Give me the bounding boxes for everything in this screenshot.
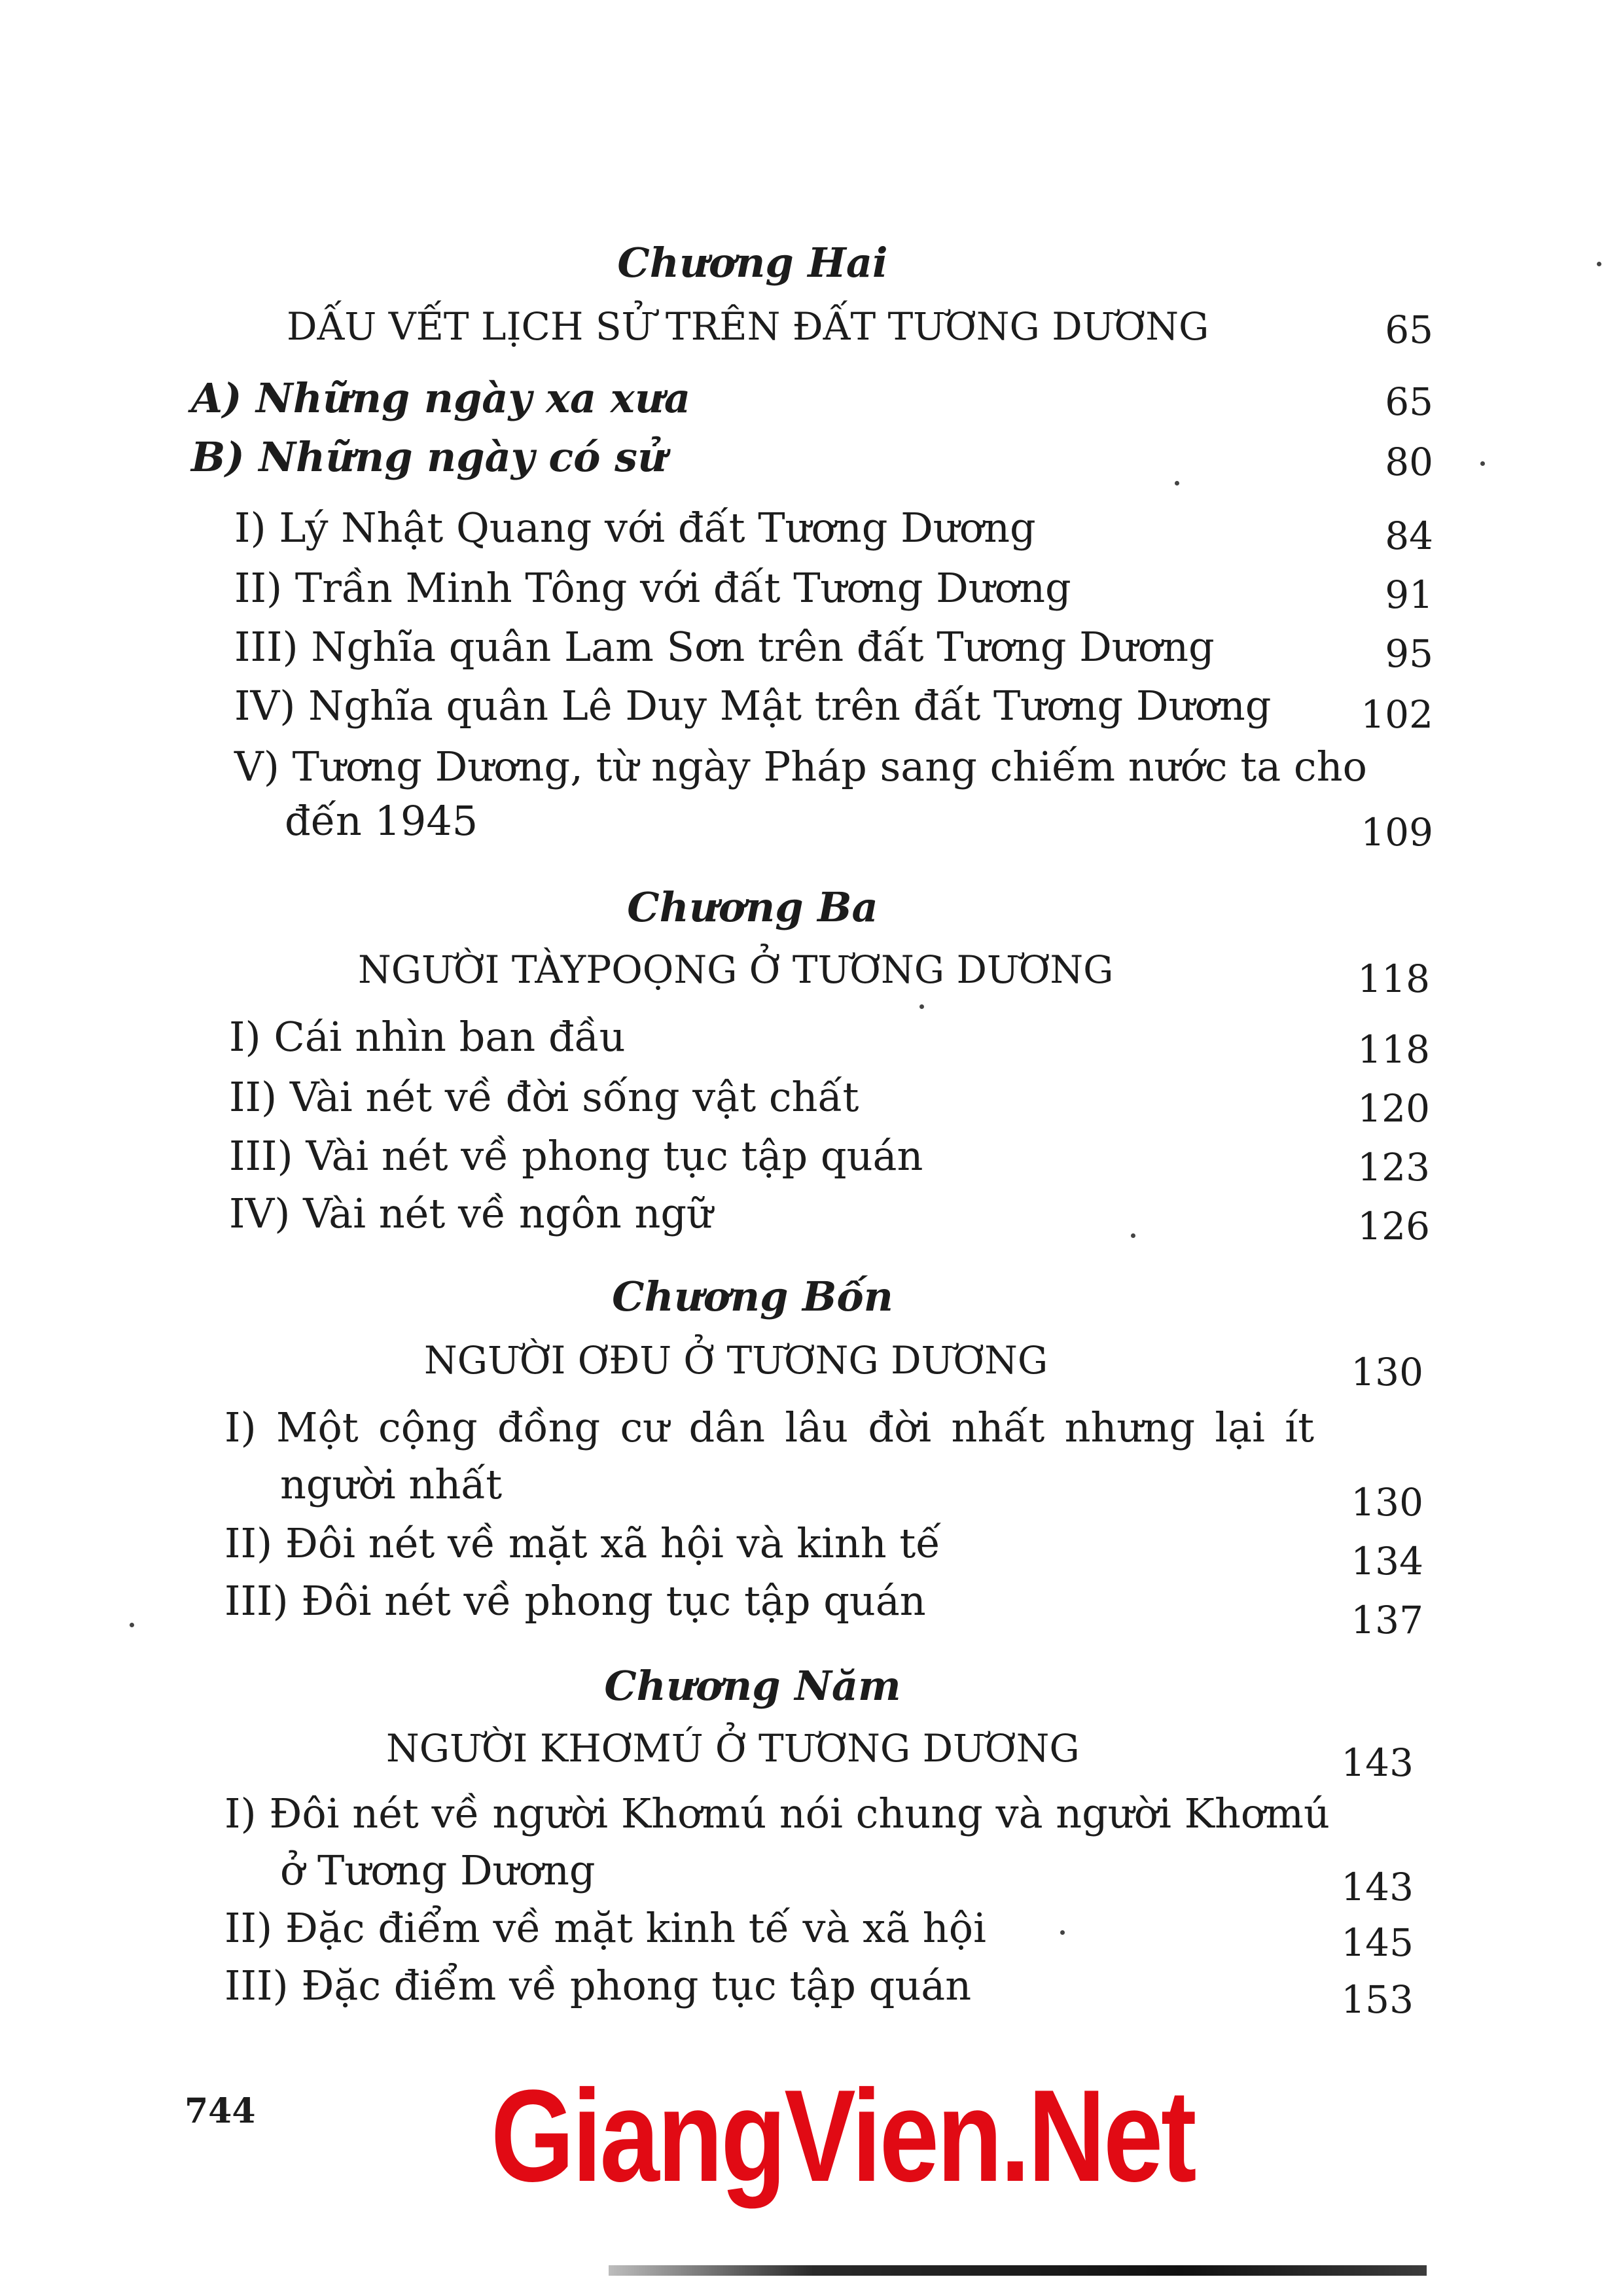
toc-entry-page: 126 [1357, 1204, 1430, 1248]
toc-entry-page: 102 [1361, 692, 1433, 737]
chapter-5-label: Chương Năm [604, 1662, 901, 1710]
scan-speck [919, 1004, 924, 1009]
toc-entry-page: 109 [1361, 810, 1433, 855]
chapter-3-label: Chương Ba [627, 883, 878, 931]
chapter-3-title: NGƯỜI TÀYPOỌNG Ở TƯƠNG DƯƠNG [358, 947, 1114, 992]
toc-entry-page: 84 [1385, 514, 1433, 558]
toc-entry-page: 143 [1341, 1865, 1414, 1909]
chapter-4-page: 130 [1351, 1350, 1423, 1394]
toc-entry-page: 91 [1385, 573, 1433, 617]
scan-speck [1131, 1233, 1135, 1238]
toc-entry-page: 153 [1341, 1977, 1414, 2022]
toc-entry-page: 134 [1351, 1539, 1423, 1583]
toc-page: Chương Hai DẤU VẾT LỊCH SỬ TRÊN ĐẤT TƯƠNG DƯƠNG 65 A) Những ngày xa xưa 65 B) Những ngày có sử 80 I) Lý Nhật Quang với đất Tương Dương 84 II) Trần Minh Tông với đất Tương Dương 91 III) Nghĩa quân Lam Sơn trên đất Tương Dương 95 IV) Nghĩa quân Lê Duy Mật trên đất Tương Dương 102 V) Tương Dương, từ ngày Pháp sang chiếm nước ta cho đến 1945 109 Chương Ba NGƯỜI TÀYPOỌNG Ở TƯƠNG DƯƠNG 118 I) Cái nhìn ban đầu 118 II) Vài nét về đời sống vật chất 120 III) Vài nét về phong tục tập quán 123 IV) Vài nét về ngôn ngữ 126 Chương Bốn NGƯỜI ƠĐU Ở TƯƠNG DƯƠNG 130 I) Một cộng đồng cư dân lâu đời nhất nhưng lại ít người nhất 130 II) Đôi nét về mặt xã hội và kinh tế 134 III) Đôi nét về phong tục tập quán 137 Chương Năm NGƯỜI KHƠMÚ Ở TƯƠNG DƯƠNG 143 I) Đôi nét về người Khơmú nói chung và người Khơmú ở Tương Dương 143 II) Đặc điểm về mặt kinh tế và xã hội 145 III) Đặc điểm về phong tục tập quán 153 744 GiangVien.Net [0, 0, 1623, 2296]
toc-entry-page: 95 [1385, 631, 1433, 676]
scan-speck [1597, 262, 1601, 266]
toc-entry-page: 137 [1351, 1598, 1423, 1642]
page-number: 744 [185, 2091, 256, 2131]
toc-entry-page: 118 [1357, 1027, 1430, 1072]
chapter-4-label: Chương Bốn [612, 1273, 893, 1320]
scan-edge-shadow [609, 2265, 1427, 2276]
watermark-logo: GiangVien.Net [491, 2063, 1195, 2209]
scan-speck [1480, 461, 1485, 466]
chapter-2-title: DẤU VẾT LỊCH SỬ TRÊN ĐẤT TƯƠNG DƯƠNG [287, 304, 1209, 349]
chapter-5-title: NGƯỜI KHƠMÚ Ở TƯƠNG DƯƠNG [386, 1726, 1080, 1771]
chapter-4-title: NGƯỜI ƠĐU Ở TƯƠNG DƯƠNG [424, 1338, 1048, 1383]
toc-entry-page: 145 [1341, 1920, 1414, 1965]
scan-speck [130, 1623, 134, 1627]
scan-speck [1175, 481, 1179, 486]
toc-entry-page: 65 [1385, 380, 1433, 424]
chapter-3-page: 118 [1357, 957, 1430, 1001]
toc-entry-page: 120 [1357, 1086, 1430, 1131]
toc-entry-page: 130 [1351, 1480, 1423, 1525]
chapter-2-page: 65 [1385, 308, 1433, 352]
chapter-2-label: Chương Hai [617, 239, 888, 287]
chapter-5-page: 143 [1341, 1740, 1414, 1785]
toc-entry-page: 80 [1385, 440, 1433, 484]
scan-speck [1060, 1930, 1065, 1935]
toc-entry-page: 123 [1357, 1145, 1430, 1190]
